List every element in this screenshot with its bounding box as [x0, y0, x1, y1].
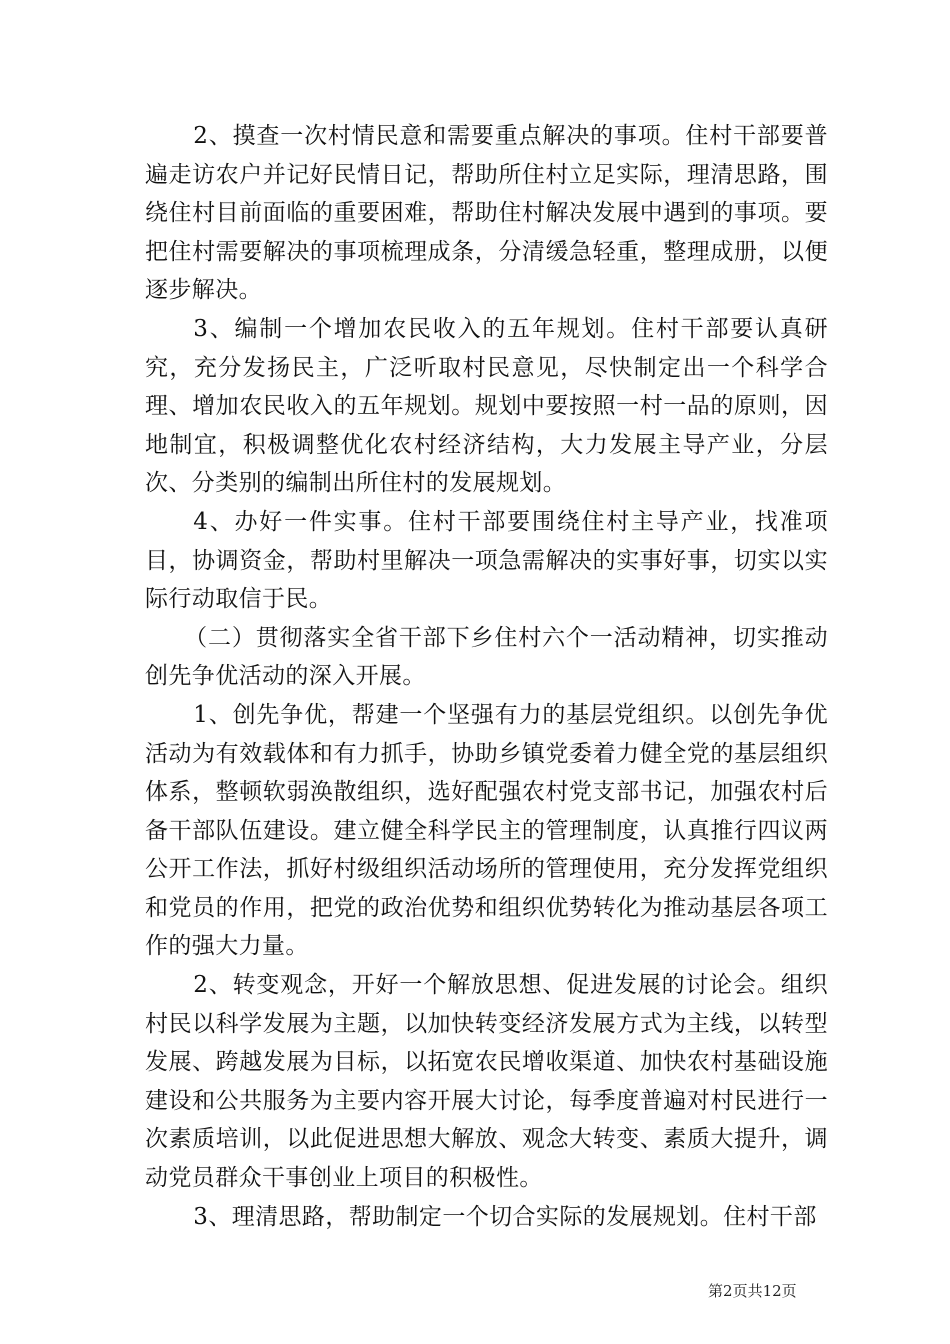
footer-middle: 页共 — [732, 1282, 763, 1300]
current-page-number: 2 — [723, 1282, 733, 1300]
paragraph-item-2: 2、摸查一次村情民意和需要重点解决的事项。住村干部要普遍走访农户并记好民情日记，帮助所住村立足实际，理清思路，围绕住村目前面临的重要困难，帮助住村解决发展中遇到的事项。要把住村需要解决的事项梳理成条，分清缓急轻重，整理成册，以便逐步解决。 — [145, 123, 828, 304]
paragraph-item-2b: 2、转变观念，开好一个解放思想、促进发展的讨论会。组织村民以科学发展为主题，以加快转变经济发展方式为主线，以转型发展、跨越发展为目标，以拓宽农民增收渠道、加快农村基础设施建设和公共服务为主要内容开展大讨论，每季度普遍对村民进行一次素质培训，以此促进思想大解放、观念大转变、素质大提升，调动党员群众干事创业上项目的积极性。 — [145, 972, 828, 1192]
paragraph-item-3: 3、编制一个增加农民收入的五年规划。住村干部要认真研究，充分发扬民主，广泛听取村民意见，尽快制定出一个科学合理、增加农民收入的五年规划。规划中要按照一村一品的原则，因地制宜，积极调整优化农村经济结构，大力发展主导产业，分层次、分类别的编制出所住村的发展规划。 — [145, 315, 828, 497]
footer-suffix: 页 — [781, 1282, 797, 1300]
total-page-count: 12 — [762, 1282, 782, 1300]
paragraph-item-4: 4、办好一件实事。住村干部要围绕住村主导产业，找准项目，协调资金，帮助村里解决一项急需解决的实事好事，切实以实际行动取信于民。 — [145, 508, 828, 613]
section-heading-2: （二）贯彻落实全省干部下乡住村六个一活动精神，切实推动创先争优活动的深入开展。 — [145, 624, 828, 690]
paragraph-item-3b: 3、理清思路，帮助制定一个切合实际的发展规划。住村干部 — [193, 1203, 817, 1230]
document-body — [145, 117, 828, 1236]
paragraph-item-1: 1、创先争优，帮建一个坚强有力的基层党组织。以创先争优活动为有效载体和有力抓手，协助乡镇党委着力健全党的基层组织体系，整顿软弱涣散组织，选好配强农村党支部书记，加强农村后备干部队伍建设。建立健全科学民主的管理制度，认真推行四议两公开工作法，抓好村级组织活动场所的管理使用，充分发挥党组织和党员的作用，把党的政治优势和组织优势转化为推动基层各项工作的强大力量。 — [145, 701, 828, 960]
footer-prefix: 第 — [708, 1282, 724, 1300]
page-footer — [708, 1280, 797, 1301]
